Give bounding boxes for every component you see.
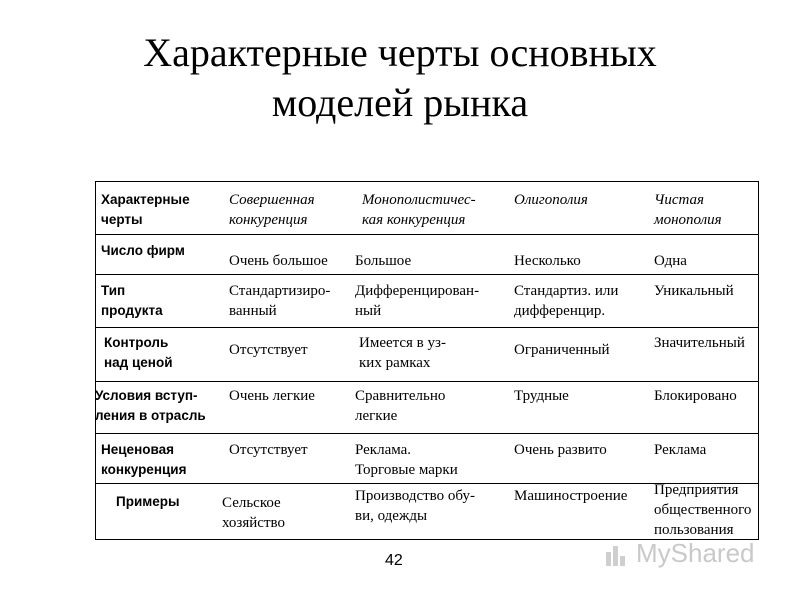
row-label-entry-conditions: Условия вступ- ления в отрасль bbox=[95, 388, 206, 423]
table-cell: Имеется в уз- ких рамках bbox=[359, 335, 446, 371]
row-label-examples: Примеры bbox=[116, 494, 180, 509]
header-monopolistic-competition: Монополистичес- кая конкуренция bbox=[362, 192, 476, 228]
table-cell: Несколько bbox=[514, 253, 581, 269]
table-cell: Большое bbox=[355, 253, 412, 269]
table-cell: Дифференцирован- ный bbox=[355, 283, 480, 319]
table-cell: Производство обу- ви, одежды bbox=[355, 488, 475, 524]
page-number: 42 bbox=[385, 552, 403, 569]
table-cell: Машиностроение bbox=[514, 488, 628, 504]
table-cell: Трудные bbox=[514, 388, 569, 404]
table-cell: Одна bbox=[654, 253, 687, 269]
table-cell: Очень большое bbox=[229, 253, 328, 269]
row-label-firms: Число фирм bbox=[101, 243, 185, 258]
slide-title bbox=[0, 28, 800, 128]
table-cell: Сравнительно легкие bbox=[355, 388, 446, 424]
table-cell: Сельское хозяйство bbox=[222, 495, 285, 531]
table-divider bbox=[96, 234, 758, 235]
header-pure-monopoly: Чистая монополия bbox=[654, 192, 722, 228]
title-line-2: моделей рынка bbox=[271, 80, 529, 125]
table-cell: Стандартиз. или дифференцир. bbox=[514, 283, 619, 319]
table-divider bbox=[96, 433, 758, 434]
table-cell: Ограниченный bbox=[514, 342, 610, 358]
table-cell: Предприятия общественного пользования bbox=[654, 482, 752, 538]
header-perfect-competition: Совершенная конкуренция bbox=[229, 192, 315, 228]
table-cell: Уникальный bbox=[654, 283, 734, 299]
table-cell: Значительный bbox=[654, 335, 745, 351]
table-cell: Блокировано bbox=[654, 388, 737, 404]
table-divider bbox=[96, 274, 758, 275]
watermark-text: MyShared bbox=[636, 538, 755, 568]
row-label-product-type: Тип продукта bbox=[101, 283, 163, 318]
table-cell: Очень легкие bbox=[229, 388, 315, 404]
row-label-non-price-competition: Неценовая конкуренция bbox=[101, 442, 187, 477]
watermark bbox=[606, 540, 756, 570]
bar-chart-icon bbox=[606, 542, 632, 566]
row-label-price-control: Контроль над ценой bbox=[104, 335, 173, 370]
table-cell: Очень развито bbox=[514, 442, 607, 458]
table-cell: Реклама. Торговые марки bbox=[355, 442, 458, 478]
table-cell: Стандартизиро- ванный bbox=[229, 283, 331, 319]
header-oligopoly: Олигополия bbox=[514, 192, 588, 208]
table-divider bbox=[96, 381, 758, 382]
title-line-1: Характерные черты основных bbox=[143, 30, 657, 75]
table-cell: Отсутствует bbox=[229, 342, 308, 358]
table-cell: Реклама bbox=[654, 442, 707, 458]
table-divider bbox=[96, 327, 758, 328]
table-cell: Отсутствует bbox=[229, 442, 308, 458]
header-feature: Характерные черты bbox=[101, 192, 190, 227]
